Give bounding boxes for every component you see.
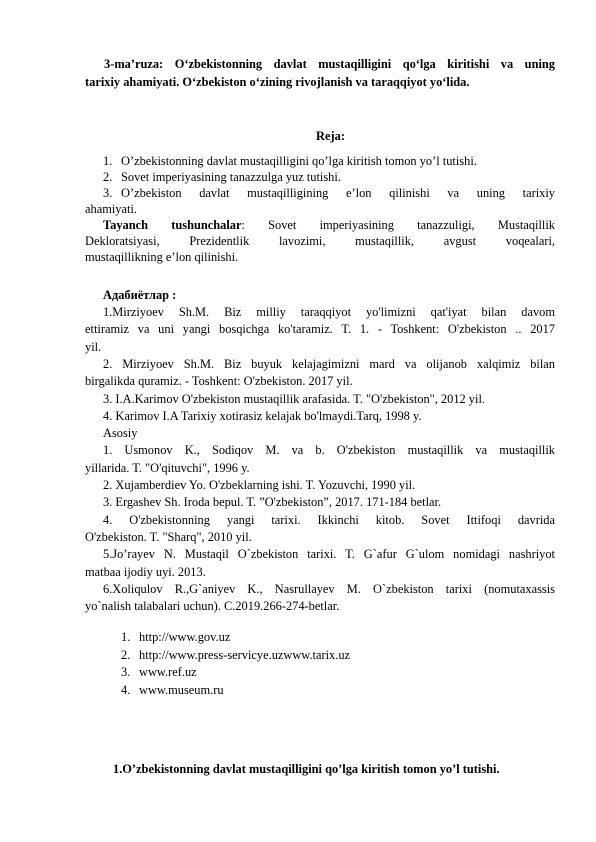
literature-line: birgalikda quramiz. - Toshkent: O'zbekiston. 2017 yil. bbox=[85, 374, 353, 388]
literature-line: 6.Xoliqulov R.,G`aniyev K., Nasrullayev M. O`zbekiston tarixi (nomutaxassis bbox=[103, 582, 555, 596]
website-link[interactable]: www.museum.ru bbox=[139, 683, 224, 697]
literature-line: 5.Jo’rayev N. Mustaqil O`zbekiston tarixi. T. G`afur G`ulom nomidagi nashriyot bbox=[103, 547, 555, 561]
plan-item-1-number: 1. bbox=[103, 154, 113, 168]
literature-line: 3. Ergashev Sh. Iroda bepul. T. ”O'zbekiston”, 2017. 171-184 betlar. bbox=[103, 495, 442, 509]
keywords-line-1 bbox=[103, 217, 555, 233]
keywords-text: : Sovet imperiyasining tanazzuligi, Mustaqillik bbox=[241, 218, 555, 232]
plan-item-2-number: 2. bbox=[103, 170, 113, 184]
website-link[interactable]: http://www.press-servicye.uzwww.tarix.uz bbox=[139, 648, 351, 662]
plan-item-3: O’zbekiston davlat mustaqilligining e’lon qilinishi va uning tarixiy bbox=[121, 186, 555, 200]
literature-line: 2. Mirziyoev Sh.M. Biz buyuk kelajagimizni mard va olijanob xalqimiz bilan bbox=[103, 357, 555, 371]
website-number: 4. bbox=[121, 683, 131, 697]
website-link[interactable]: http://www.gov.uz bbox=[139, 630, 231, 644]
literature-line: 4. O'zbekistonning yangi tarixi. Ikkinchi kitob. Sovet Ittifoqi davrida bbox=[103, 513, 555, 527]
plan-item-3-continuation: ahamiyati. bbox=[85, 202, 137, 216]
keywords-line-3: mustaqillikning e’lon qilinishi. bbox=[85, 250, 239, 264]
website-number: 2. bbox=[121, 648, 131, 662]
website-number: 1. bbox=[121, 630, 131, 644]
website-link[interactable]: www.ref.uz bbox=[139, 665, 197, 679]
keywords-line-2: Dekloratsiyasi, Prezidentlik lavozimi, mustaqillik, avgust voqealari, bbox=[85, 234, 555, 248]
literature-line: 1. Usmonov K., Sodiqov M. va b. O'zbekiston mustaqillik va mustaqillik bbox=[103, 443, 555, 457]
section-heading: 1.O’zbekistonning davlat mustaqilligini qo’lga kiritish tomon yo’l tutishi. bbox=[113, 762, 500, 776]
literature-line: 2. Xujamberdiev Yo. O'zbeklarning ishi. T. Yozuvchi, 1990 yil. bbox=[103, 478, 416, 492]
literature-line: yo`nalish talabalari uchun). C.2019.266-274-betlar. bbox=[85, 599, 340, 613]
plan-heading: Reja: bbox=[316, 129, 345, 143]
literature-line: 3. I.A.Karimov O'zbekiston mustaqillik arafasida. T. "O'zbekiston", 2012 yil. bbox=[103, 392, 485, 406]
plan-item-1: O’zbekistonning davlat mustaqilligini qo’lga kiritish tomon yo’l tutishi. bbox=[121, 154, 477, 168]
lecture-title-line-1: 3-ma’ruza: O‘zbekistonning davlat mustaqilligini qo‘lga kiritishi va uning bbox=[104, 57, 555, 71]
literature-line: matbaa ijodiy uyi. 2013. bbox=[85, 565, 206, 579]
literature-line: O'zbekiston. T. "Sharq", 2010 yil. bbox=[85, 530, 252, 544]
plan-item-3-number: 3. bbox=[103, 186, 113, 200]
literature-line: 4. Karimov I.A Tarixiy xotirasiz kelajak bo'lmaydi.Tarq, 1998 y. bbox=[103, 409, 422, 423]
keywords-label: Tayanch tushunchalar bbox=[103, 218, 242, 232]
literature-line: ettiramiz va uni yangi bosqichga ko'taramiz. T. 1. - Toshkent: O'zbekiston .. 2017 bbox=[85, 322, 555, 336]
literature-heading: Адабиётлар : bbox=[103, 288, 177, 302]
literature-line: 1.Mirziyoev Sh.M. Biz milliy taraqqiyot yo'limizni qat'iyat bilan davom bbox=[103, 305, 555, 319]
website-number: 3. bbox=[121, 665, 131, 679]
literature-line: yillarida. T. "O'qituvchi", 1996 y. bbox=[85, 461, 250, 475]
plan-item-2: Sovet imperiyasining tanazzulga yuz tutishi. bbox=[121, 170, 341, 184]
literature-line: yil. bbox=[85, 340, 102, 354]
literature-line: Asosiy bbox=[103, 426, 138, 440]
lecture-title-line-2: tarixiy ahamiyati. O‘zbekiston o‘zining rivojlanish va taraqqiyot yo‘lida. bbox=[85, 75, 470, 89]
